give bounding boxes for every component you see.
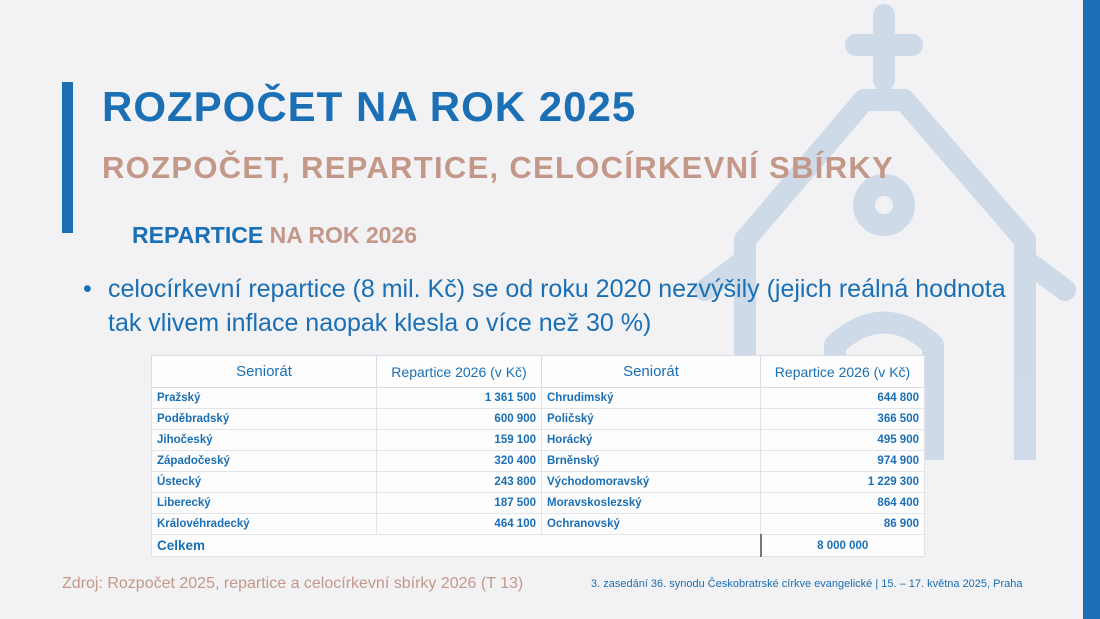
- header-seniorat-2: Seniorát: [542, 356, 761, 388]
- header-repartice-1: Repartice 2026 (v Kč): [377, 356, 542, 388]
- repartice-value: 159 100: [377, 430, 542, 451]
- seniorat-name: Východomoravský: [542, 472, 761, 493]
- seniorat-name: Západočeský: [152, 451, 377, 472]
- table-row: [152, 451, 925, 472]
- seniorat-name: Ochranovský: [542, 514, 761, 535]
- repartice-value: 243 800: [377, 472, 542, 493]
- seniorat-name: Ústecký: [152, 472, 377, 493]
- table-row: [152, 388, 925, 409]
- seniorat-name: Královéhradecký: [152, 514, 377, 535]
- header-seniorat-1: Seniorát: [152, 356, 377, 388]
- seniorat-name: Moravskoslezský: [542, 493, 761, 514]
- total-value: 8 000 000: [761, 535, 925, 557]
- repartice-value: 320 400: [377, 451, 542, 472]
- seniorat-name: Liberecký: [152, 493, 377, 514]
- repartice-value: 464 100: [377, 514, 542, 535]
- seniorat-name: Jihočeský: [152, 430, 377, 451]
- table-header-row: [152, 356, 925, 388]
- seniorat-name: Chrudimský: [542, 388, 761, 409]
- section-heading-blue: REPARTICE: [132, 222, 264, 248]
- bullet-item: [83, 272, 1043, 340]
- seniorat-name: Poličský: [542, 409, 761, 430]
- table-row: [152, 430, 925, 451]
- seniorat-name: Pražský: [152, 388, 377, 409]
- table-row: [152, 493, 925, 514]
- table-total-row: [152, 535, 925, 557]
- repartice-value: 495 900: [761, 430, 925, 451]
- repartice-value: 974 900: [761, 451, 925, 472]
- total-label: Celkem: [152, 535, 761, 557]
- section-heading-pink: NA ROK 2026: [263, 222, 418, 248]
- footer-note: 3. zasedání 36. synodu Českobratrské církve evangelické | 15. – 17. května 2025, Praha: [591, 578, 1023, 590]
- repartice-value: 1 229 300: [761, 472, 925, 493]
- seniorat-name: Horácký: [542, 430, 761, 451]
- repartice-value: 187 500: [377, 493, 542, 514]
- source-note: Zdroj: Rozpočet 2025, repartice a celocírkevní sbírky 2026 (T 13): [62, 575, 524, 592]
- table-row: [152, 409, 925, 430]
- bullet-text: celocírkevní repartice (8 mil. Kč) se od roku 2020 nezvýšily (jejich reálná hodnota tak vlivem inflace naopak klesla o více než 30 %): [108, 275, 1006, 337]
- table-row: [152, 514, 925, 535]
- header-repartice-2: Repartice 2026 (v Kč): [761, 356, 925, 388]
- repartice-value: 366 500: [761, 409, 925, 430]
- repartice-value: 600 900: [377, 409, 542, 430]
- title-accent-bar: [62, 82, 73, 233]
- bullet-dot: •: [83, 275, 92, 303]
- repartice-value: 644 800: [761, 388, 925, 409]
- seniorat-name: Brněnský: [542, 451, 761, 472]
- repartice-value: 1 361 500: [377, 388, 542, 409]
- repartice-table: [151, 355, 925, 557]
- table-row: [152, 472, 925, 493]
- repartice-value: 86 900: [761, 514, 925, 535]
- section-heading: [132, 222, 417, 249]
- seniorat-name: Poděbradský: [152, 409, 377, 430]
- slide-subtitle: ROZPOČET, REPARTICE, CELOCÍRKEVNÍ SBÍRKY: [102, 150, 895, 185]
- slide-title: ROZPOČET NA ROK 2025: [102, 83, 637, 130]
- repartice-value: 864 400: [761, 493, 925, 514]
